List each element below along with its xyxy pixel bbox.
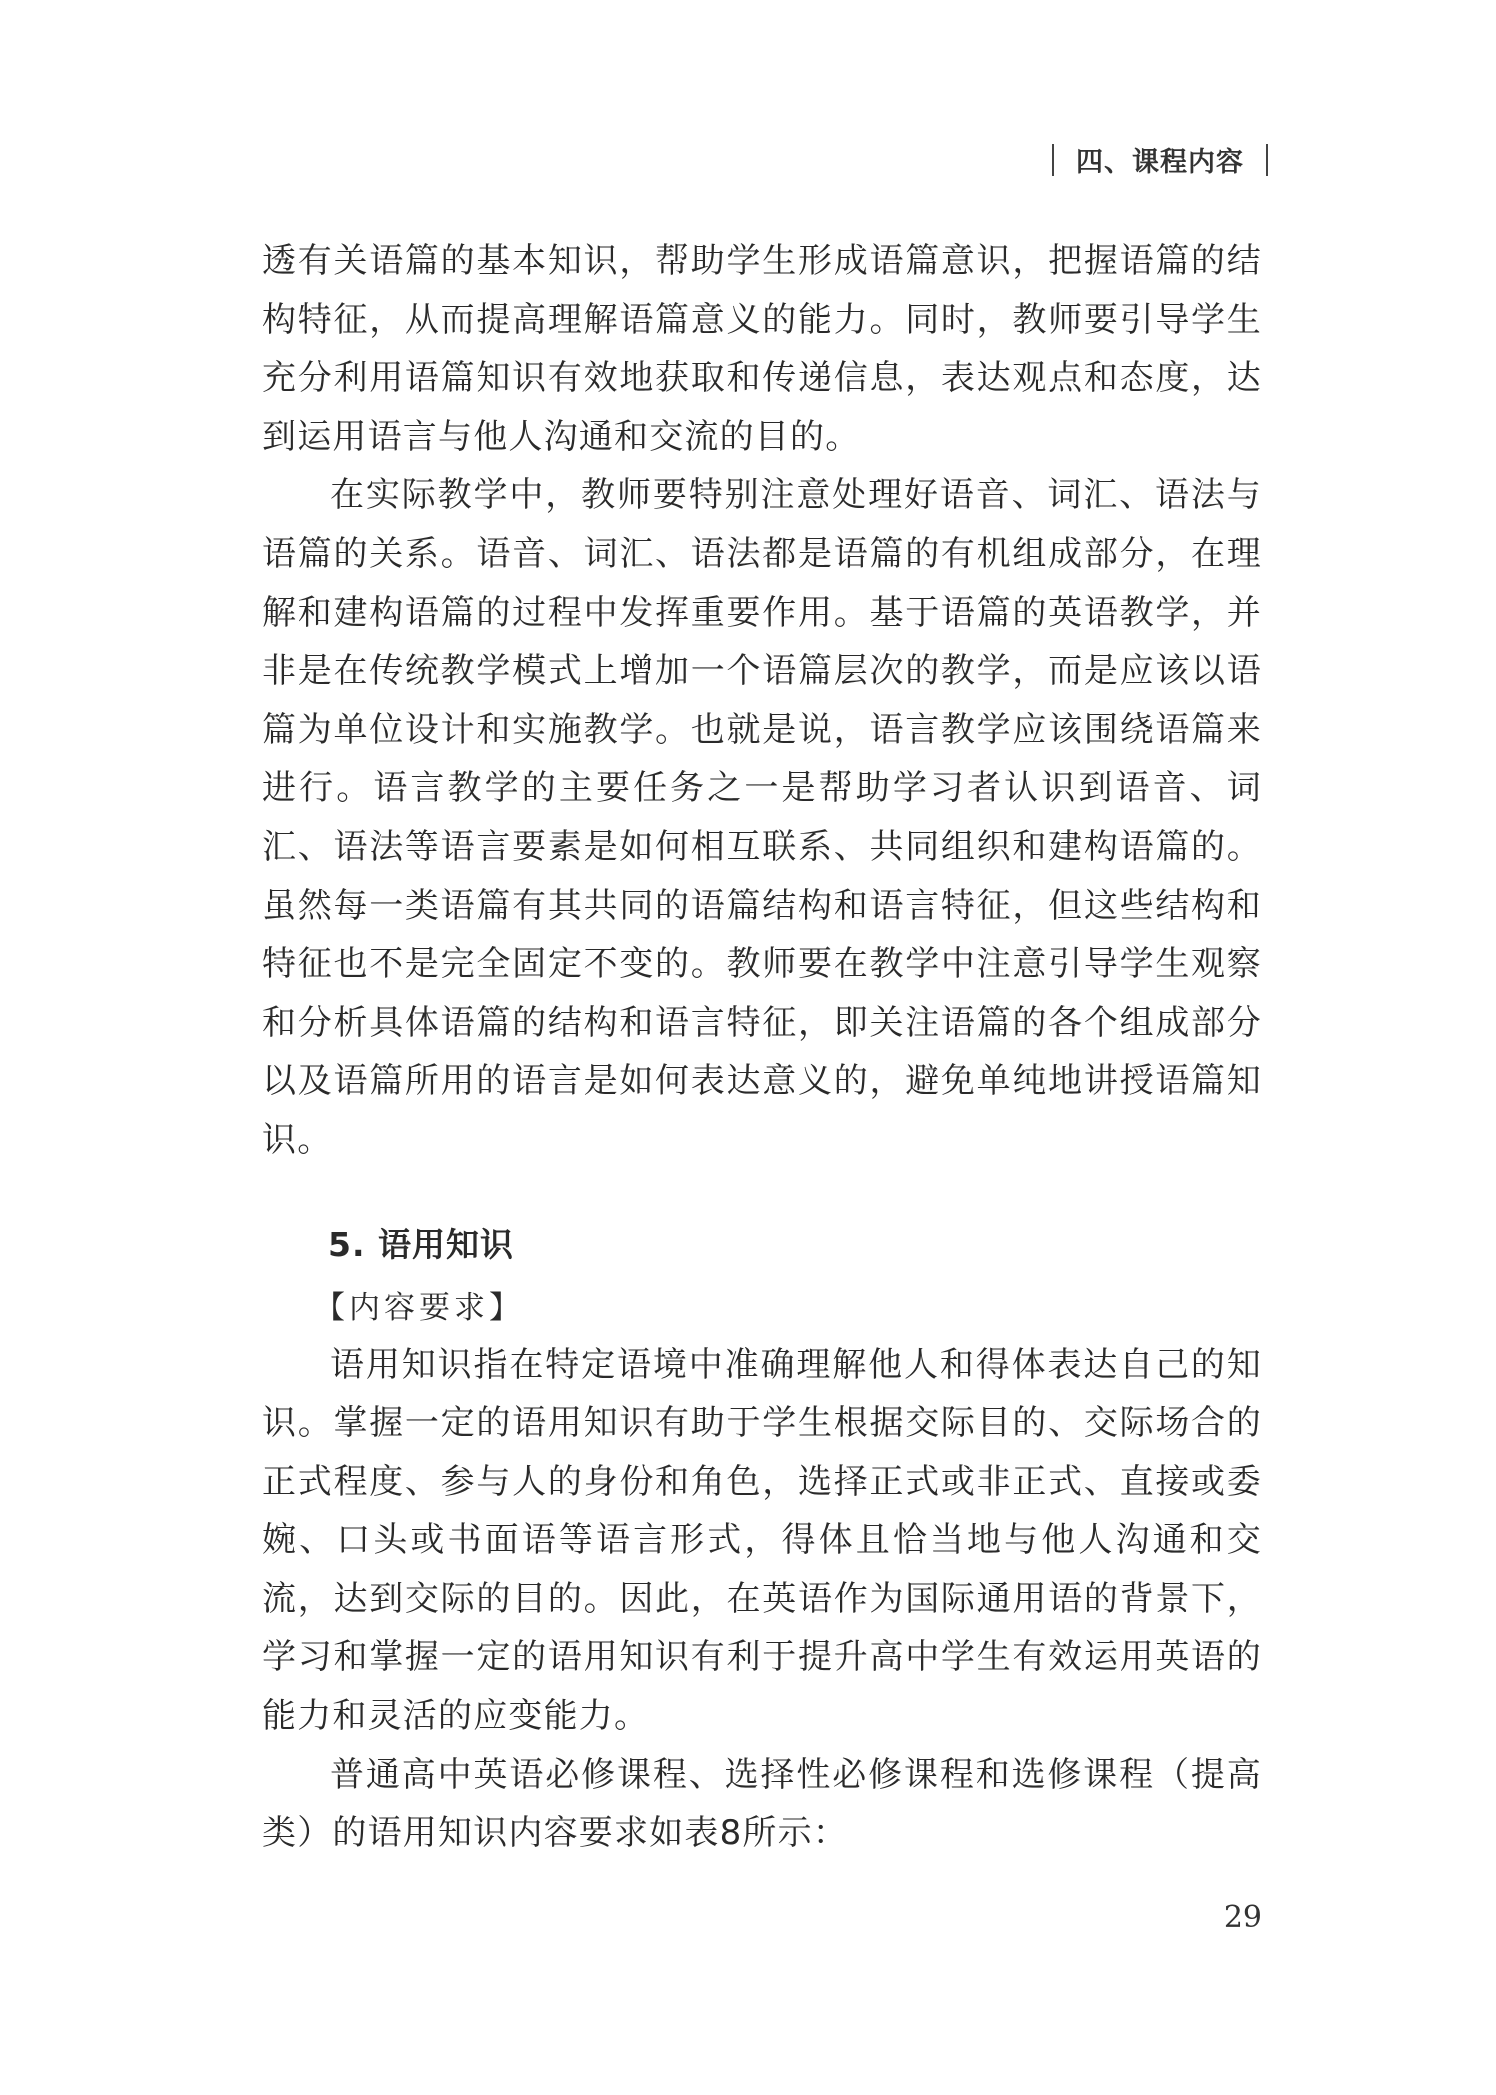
subheading-content-requirements: 【内容要求】 [314, 1289, 524, 1326]
paragraph-pragmatic-definition: 语用知识指在特定语境中准确理解他人和得体表达自己的知识。掌握一定的语用知识有助于学生根据交际目的、交际场合的正式程度、参与人的身份和角色，选择正式或非正式、直接或委婉、口头或书面语等语言形式，得体且恰当地与他人沟通和交流，达到交际的目的。因此，在英语作为国际通用语的背景下，学习和掌握一定的语用知识有利于提升高中学生有效运用英语的能力和灵活的应变能力。 [262, 1344, 1262, 1737]
paragraph-continued: 透有关语篇的基本知识，帮助学生形成语篇意识，把握语篇的结构特征，从而提高理解语篇意义的能力。同时，教师要引导学生充分利用语篇知识有效地获取和传递信息，表达观点和态度，达到运用语言与他人沟通和交流的目的。 [262, 241, 1262, 457]
header-divider-right [1266, 144, 1268, 176]
page-number: 29 [1223, 1900, 1262, 1935]
running-title: 四、课程内容 [1076, 147, 1244, 178]
paragraph-table-reference: 普通高中英语必修课程、选择性必修课程和选修课程（提高类）的语用知识内容要求如表8所示： [262, 1754, 1262, 1854]
page-body [262, 232, 1262, 1863]
running-header [1052, 140, 1268, 179]
header-divider-left [1052, 144, 1054, 176]
paragraph-teaching-practice: 在实际教学中，教师要特别注意处理好语音、词汇、语法与语篇的关系。语音、词汇、语法都是语篇的有机组成部分，在理解和建构语篇的过程中发挥重要作用。基于语篇的英语教学，并非是在传统教学模式上增加一个语篇层次的教学，而是应该以语篇为单位设计和实施教学。也就是说，语言教学应该围绕语篇来进行。语言教学的主要任务之一是帮助学习者认识到语音、词汇、语法等语言要素是如何相互联系、共同组织和建构语篇的。虽然每一类语篇有其共同的语篇结构和语言特征，但这些结构和特征也不是完全固定不变的。教师要在教学中注意引导学生观察和分析具体语篇的结构和语言特征，即关注语篇的各个组成部分以及语篇所用的语言是如何表达意义的，避免单纯地讲授语篇知识。 [262, 475, 1262, 1160]
section-heading-pragmatic-knowledge: 5. 语用知识 [328, 1224, 514, 1264]
